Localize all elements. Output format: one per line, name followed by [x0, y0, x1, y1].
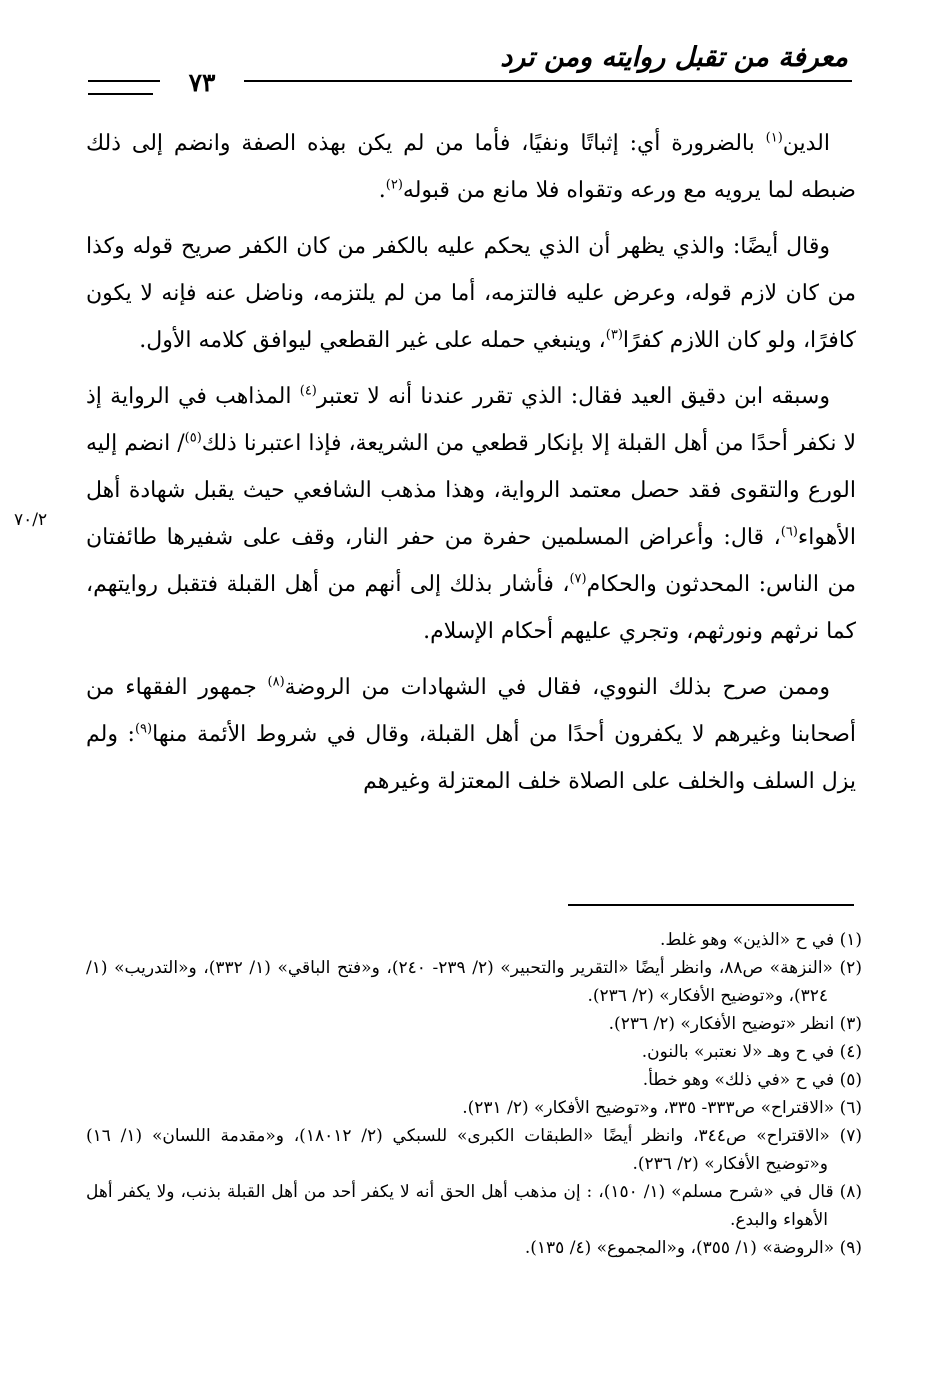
text-run: ، وينبغي حمله على غير القطعي ليوافق كلامه الأول. [139, 328, 606, 353]
footnote-item: (٦) «الاقتراح» ص٣٣٣- ٣٣٥، و«توضيح الأفكار» (٢/ ٢٣١). [462, 1098, 862, 1118]
footnote-item: (٢) «النزهة» ص٨٨، وانظر أيضًا «التقرير والتحبير» (٢/ ٢٣٩- ٢٤٠)، و«فتح الباقي» (١/ ٣٣٢)، و«التدريب» (١/ ٣٢٤)، و«توضيح الأفكار» (٢/ ٢٣٦). [86, 958, 862, 1006]
main-text [86, 120, 856, 805]
paragraph [86, 373, 856, 655]
footnote-marker: (٢) [385, 177, 403, 193]
footnote-separator [568, 904, 854, 906]
text-run: : ولم يزل السلف والخلف على الصلاة خلف المعتزلة وغيرهم [86, 722, 856, 794]
text-run: الدين [782, 131, 830, 156]
footnote-item: (١) في ح «الذين» وهو غلط. [659, 930, 862, 950]
footnote-item: (٨) قال في «شرح مسلم» (١/ ١٥٠)، : إن مذهب أهل الحق أنه لا يكفر أحد من أهل القبلة بذنب، ولا يكفر أهل الأهواء والبدع. [86, 1182, 862, 1230]
text-run: وقال أيضًا: والذي يظهر أن الذي يحكم عليه بالكفر من كان الكفر صريح قوله وكذا من كان لازم قوله، وعرض عليه فالتزمه، أما من لم يلتزمه، وناضل عنه فإنه لا يكون كافرًا، ولو كان اللازم كفرًا [86, 234, 856, 353]
footnote-marker: (٣) [605, 327, 623, 343]
footnotes [86, 926, 862, 1262]
running-header-title: معرفة من تقبل روايته ومن ترد [500, 42, 848, 73]
footnote-item: (٤) في ح وهـ «لا نعتبر» بالنون. [641, 1042, 862, 1062]
page-number: ٧٣ [170, 68, 234, 97]
paragraph [86, 120, 856, 214]
text-run: وممن صرح بذلك النووي، فقال في الشهادات من الروضة [284, 675, 830, 700]
text-run: ، قال: وأعراض المسلمين حفرة من حفر النار، وقف على شفيرها طائفتان من الناس: المحدثون والحكام [86, 525, 856, 597]
page-number-dash [88, 93, 153, 95]
footnote-marker: (٤) [299, 383, 317, 399]
paragraph [86, 223, 856, 364]
footnote-marker: (٦) [780, 524, 798, 540]
footnote-marker: (٨) [267, 674, 285, 690]
text-run: جمهور الفقهاء من أصحابنا وغيرهم لا يكفرون أحدًا من أهل القبلة، وقال في شروط الأئمة منها [86, 675, 856, 747]
footnote-item: (٣) انظر «توضيح الأفكار» (٢/ ٢٣٦). [608, 1014, 862, 1034]
footnote-marker: (٥) [184, 430, 202, 446]
text-run: / انضم إليه الورع والتقوى فقد حصل معتمد الرواية، وهذا مذهب الشافعي حيث يقبل شهادة أهل الأهواء [86, 431, 857, 550]
footnote-marker: (٧) [569, 571, 587, 587]
footnote-item: (٥) في ح «في ذلك» وهو خطأ. [642, 1070, 862, 1090]
text-run: المذاهب في الرواية إذ لا نكفر أحدًا من أهل القبلة إلا بإنكار قطعي من الشريعة، فإذا اعتبرنا ذلك [86, 384, 856, 456]
text-run: بالضرورة أي: إثباتًا ونفيًا، فأما من لم يكن بهذه الصفة وانضم إلى ذلك ضبطه لما يرويه مع ورعه وتقواه فلا مانع من قبوله [86, 131, 856, 203]
footnote-marker: (٩) [134, 721, 153, 737]
paragraph [86, 664, 856, 805]
footnote-marker: (١) [765, 130, 783, 146]
footnote-item: (٧) «الاقتراح» ص٣٤٤، وانظر أيضًا «الطبقات الكبرى» للسبكي (٢/ ١٨٠١٢)، و«مقدمة اللسان» (١/ ١٦) و«توضيح الأفكار» (٢/ ٢٣٦). [86, 1126, 863, 1174]
footnote-item: (٩) «الروضة» (١/ ٣٥٥)، و«المجموع» (٤/ ١٣٥). [524, 1238, 862, 1258]
text-run: . [378, 178, 386, 203]
text-run: وسبقه ابن دقيق العيد فقال: الذي تقرر عندنا أنه لا تعتبر [316, 384, 830, 409]
margin-reference: ٧٠/٢ [14, 510, 48, 530]
text-run: ، فأشار بذلك إلى أنهم من أهل القبلة فتقبل روايتهم، كما نرثهم ونورثهم، وتجري عليهم أحكام الإسلام. [86, 572, 856, 644]
